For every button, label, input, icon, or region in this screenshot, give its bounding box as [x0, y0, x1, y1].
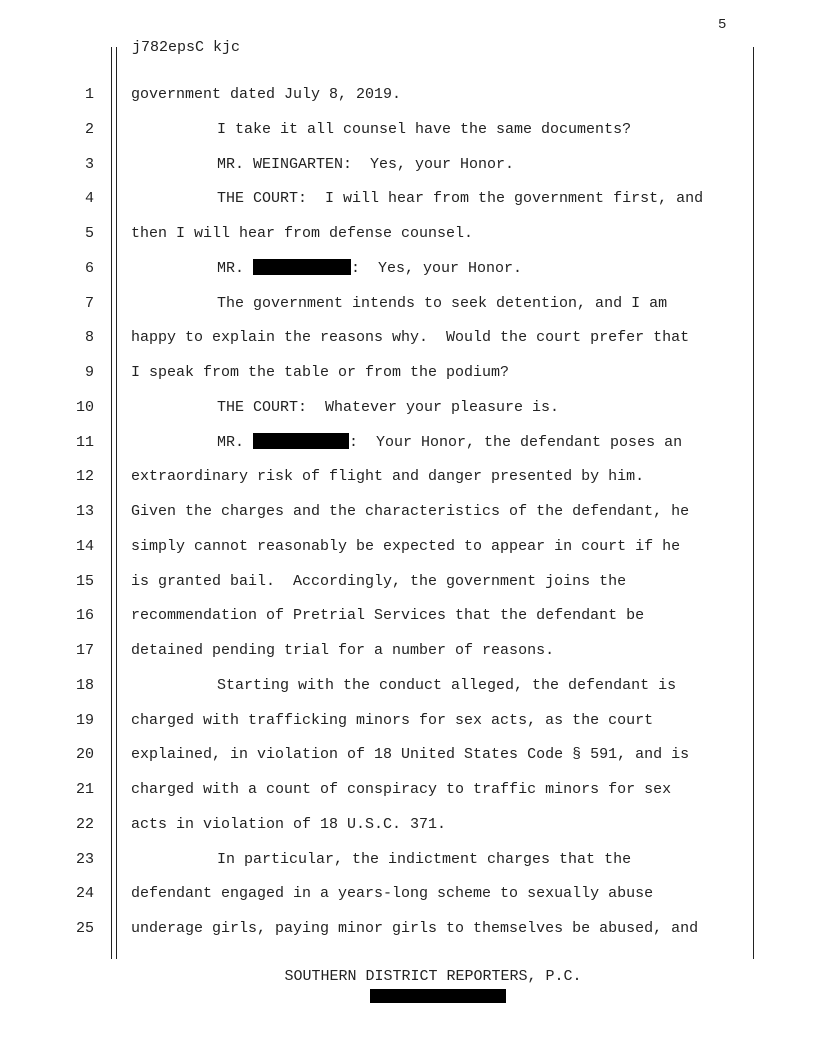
transcript-line — [0, 849, 816, 871]
footer-redaction-bar — [370, 989, 506, 1003]
line-text — [217, 258, 522, 280]
line-text: explained, in violation of 18 United States Code § 591, and is — [131, 746, 690, 764]
line-text: is granted bail. Accordingly, the government joins the — [131, 572, 627, 590]
page-number: 5 — [718, 17, 727, 33]
transcript-line — [0, 779, 816, 801]
line-text: government dated July 8, 2019. — [131, 86, 402, 103]
transcript-line — [0, 466, 816, 488]
line-number: 17 — [75, 642, 94, 659]
line-text: recommendation of Pretrial Services that the defendant be — [131, 607, 645, 625]
transcript-line — [0, 536, 816, 558]
line-number: 9 — [84, 364, 94, 381]
transcript-line — [0, 883, 816, 905]
line-number: 21 — [75, 781, 94, 798]
transcript-line — [0, 605, 816, 627]
transcript-line — [0, 918, 816, 940]
line-number: 8 — [84, 329, 94, 347]
footer-reporter: SOUTHERN DISTRICT REPORTERS, P.C. — [284, 968, 582, 985]
transcript-line — [0, 571, 816, 593]
transcript-line — [0, 223, 816, 245]
transcript-header-id: j782epsC kjc — [132, 39, 241, 56]
line-number: 4 — [84, 190, 94, 208]
line-text: acts in violation of 18 U.S.C. 371. — [131, 815, 447, 833]
transcript-line — [0, 710, 816, 732]
line-text: happy to explain the reasons why. Would the court prefer that — [131, 329, 690, 347]
transcript-line — [0, 397, 816, 419]
line-text: then I will hear from defense counsel. — [131, 225, 474, 242]
line-number: 19 — [75, 711, 94, 729]
speaker-statement: : Your Honor, the defendant poses an — [349, 433, 683, 451]
line-text: Starting with the conduct alleged, the defendant is — [217, 676, 677, 694]
transcript-line — [0, 675, 816, 697]
transcript-line — [0, 327, 816, 349]
transcript-line — [0, 432, 816, 454]
redaction-bar — [253, 433, 349, 449]
transcript-line — [0, 154, 816, 176]
line-number: 25 — [75, 920, 94, 937]
speaker-prefix: MR. — [217, 433, 254, 451]
transcript-line — [0, 119, 816, 141]
transcript-line — [0, 293, 816, 315]
line-number: 6 — [84, 259, 94, 277]
line-number: 20 — [75, 746, 94, 764]
line-text: extraordinary risk of flight and danger presented by him. — [131, 468, 645, 486]
line-text — [217, 432, 682, 454]
line-text: Given the charges and the characteristics of the defendant, he — [131, 503, 690, 520]
line-number: 3 — [84, 155, 94, 173]
line-number: 18 — [75, 676, 94, 694]
line-number: 10 — [75, 398, 94, 416]
line-text: detained pending trial for a number of reasons. — [131, 642, 555, 659]
transcript-line — [0, 744, 816, 766]
transcript-line — [0, 640, 816, 662]
line-text: I speak from the table or from the podium? — [131, 364, 510, 381]
transcript-line — [0, 814, 816, 836]
redaction-bar — [253, 259, 351, 275]
transcript-line — [0, 84, 816, 106]
line-number: 7 — [84, 294, 94, 312]
line-number: 24 — [75, 885, 94, 903]
transcript-line — [0, 188, 816, 210]
transcript-line — [0, 501, 816, 523]
line-number: 12 — [75, 468, 94, 486]
line-text: In particular, the indictment charges that the — [217, 850, 632, 868]
line-text: charged with a count of conspiracy to traffic minors for sex — [131, 781, 672, 798]
line-text: THE COURT: I will hear from the government first, and — [217, 190, 704, 208]
line-text: simply cannot reasonably be expected to appear in court if he — [131, 537, 681, 555]
line-number: 23 — [75, 850, 94, 868]
line-text: charged with trafficking minors for sex acts, as the court — [131, 711, 654, 729]
line-number: 16 — [75, 607, 94, 625]
line-number: 2 — [84, 120, 94, 138]
speaker-prefix: MR. — [217, 259, 254, 277]
line-number: 5 — [84, 225, 94, 242]
line-text: underage girls, paying minor girls to themselves be abused, and — [131, 920, 699, 937]
line-text: defendant engaged in a years-long scheme to sexually abuse — [131, 885, 654, 903]
line-number: 1 — [84, 86, 94, 103]
line-text: THE COURT: Whatever your pleasure is. — [217, 398, 560, 416]
line-number: 11 — [75, 433, 94, 451]
speaker-statement: : Yes, your Honor. — [351, 259, 523, 277]
transcript-line — [0, 362, 816, 384]
line-number: 15 — [75, 572, 94, 590]
line-number: 13 — [75, 503, 94, 520]
transcript-line — [0, 258, 816, 280]
line-text: MR. WEINGARTEN: Yes, your Honor. — [217, 155, 515, 173]
line-text: I take it all counsel have the same documents? — [217, 120, 632, 138]
line-text: The government intends to seek detention, and I am — [217, 294, 668, 312]
line-number: 14 — [75, 537, 94, 555]
line-number: 22 — [75, 815, 94, 833]
